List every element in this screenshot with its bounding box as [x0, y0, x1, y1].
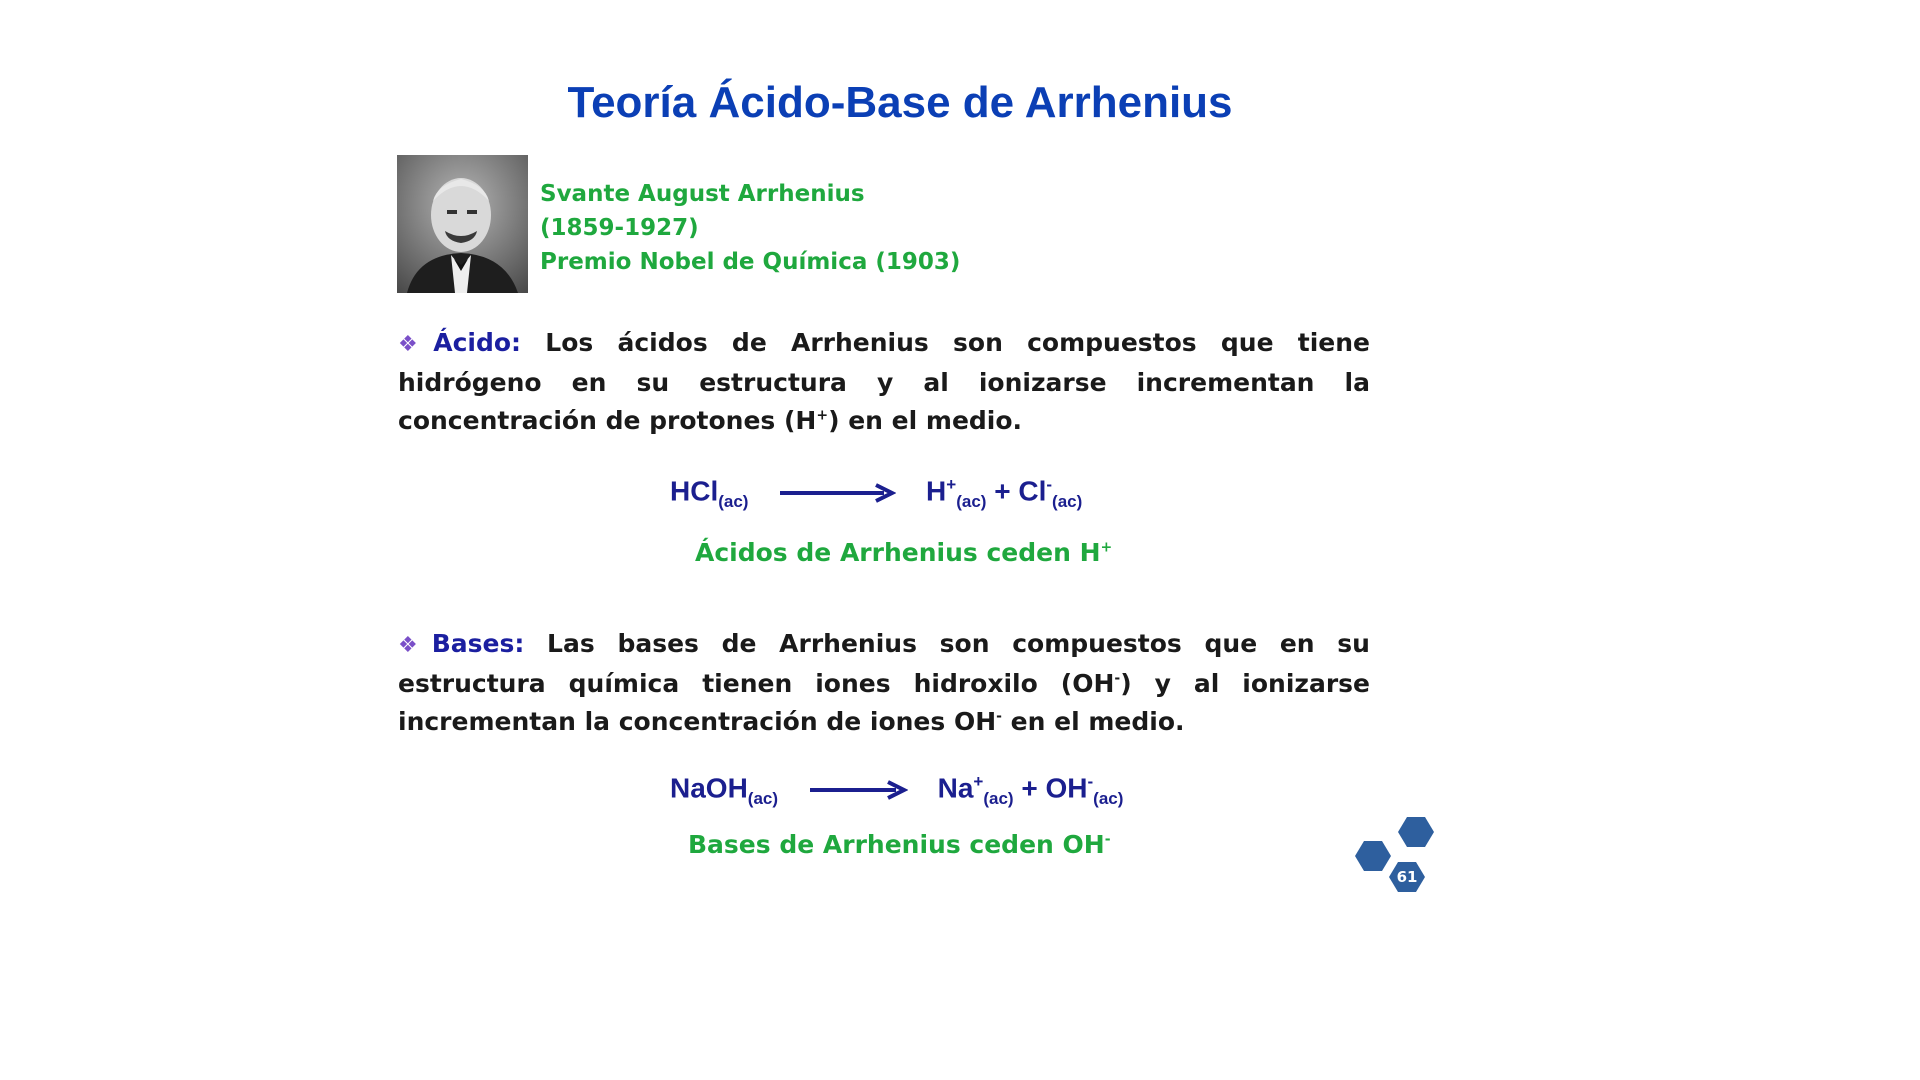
acid-product-1: H: [926, 475, 947, 507]
acid-text: Los ácidos de Arrhenius son compuestos que tiene hidrógeno en su estructura y al ionizarse incrementan la concentración de protones (H: [398, 328, 1370, 435]
reaction-arrow-icon: [778, 482, 896, 504]
base-reactant: NaOH: [670, 772, 748, 804]
slide-title: Teoría Ácido-Base de Arrhenius: [567, 78, 1233, 127]
base-product-1: Na: [937, 772, 974, 804]
base-definition: [398, 625, 1370, 741]
acid-definition: [398, 324, 1370, 440]
base-reactant-state: (ac): [747, 788, 779, 808]
acid-product-1-charge: +: [946, 475, 957, 494]
acid-product-2: Cl: [1018, 475, 1047, 507]
base-text-sup-2: -: [996, 708, 1002, 725]
base-text: Las bases de Arrhenius son compuestos que en su estructura química tienen iones hidroxilo (OH: [398, 629, 1370, 698]
base-plus: +: [1013, 772, 1046, 804]
hexagon-icon: [1355, 841, 1391, 871]
base-product-2-charge: -: [1087, 772, 1094, 791]
diamond-bullet-icon: ❖: [398, 633, 432, 658]
hexagon-page-badge: [1355, 815, 1445, 905]
acid-caption: [695, 538, 1112, 567]
arrhenius-portrait: [397, 155, 528, 293]
acid-product-2-charge: -: [1046, 475, 1053, 494]
diamond-bullet-icon: ❖: [398, 332, 434, 357]
hexagon-icon: [1398, 817, 1434, 847]
bio-block: [540, 177, 960, 279]
base-caption-text: Bases de Arrhenius ceden OH: [688, 830, 1105, 859]
reaction-arrow-icon: [808, 779, 908, 801]
base-product-1-charge: +: [973, 772, 984, 791]
base-caption-sup: -: [1104, 831, 1111, 848]
acid-caption-sup: +: [1100, 539, 1113, 556]
base-term: Bases:: [431, 629, 525, 658]
base-equation: [670, 772, 1123, 809]
acid-product-2-state: (ac): [1052, 491, 1083, 511]
acid-caption-text: Ácidos de Arrhenius ceden H: [695, 538, 1101, 567]
bio-years: (1859-1927): [540, 215, 699, 241]
acid-text-end: ) en el medio.: [828, 406, 1023, 435]
acid-product-1-state: (ac): [956, 491, 987, 511]
base-product-1-state: (ac): [983, 788, 1014, 808]
acid-term: Ácido:: [433, 328, 522, 357]
base-product-2: OH: [1045, 772, 1088, 804]
bio-prize: Premio Nobel de Química (1903): [540, 249, 961, 275]
acid-reactant-state: (ac): [718, 491, 749, 511]
acid-equation: [670, 475, 1082, 512]
base-text-mid: ) y al ionizarse incrementan la concentración de iones OH: [398, 669, 1370, 736]
acid-plus: +: [986, 475, 1019, 507]
page-number: 61: [1396, 868, 1418, 886]
base-text-end: en el medio.: [1001, 707, 1185, 736]
base-product-2-state: (ac): [1093, 788, 1124, 808]
base-text-sup-1: -: [1114, 670, 1121, 687]
bio-name: Svante August Arrhenius: [540, 181, 865, 207]
acid-reactant: HCl: [670, 475, 719, 507]
base-caption: [688, 830, 1111, 859]
acid-text-sup: +: [816, 407, 829, 424]
